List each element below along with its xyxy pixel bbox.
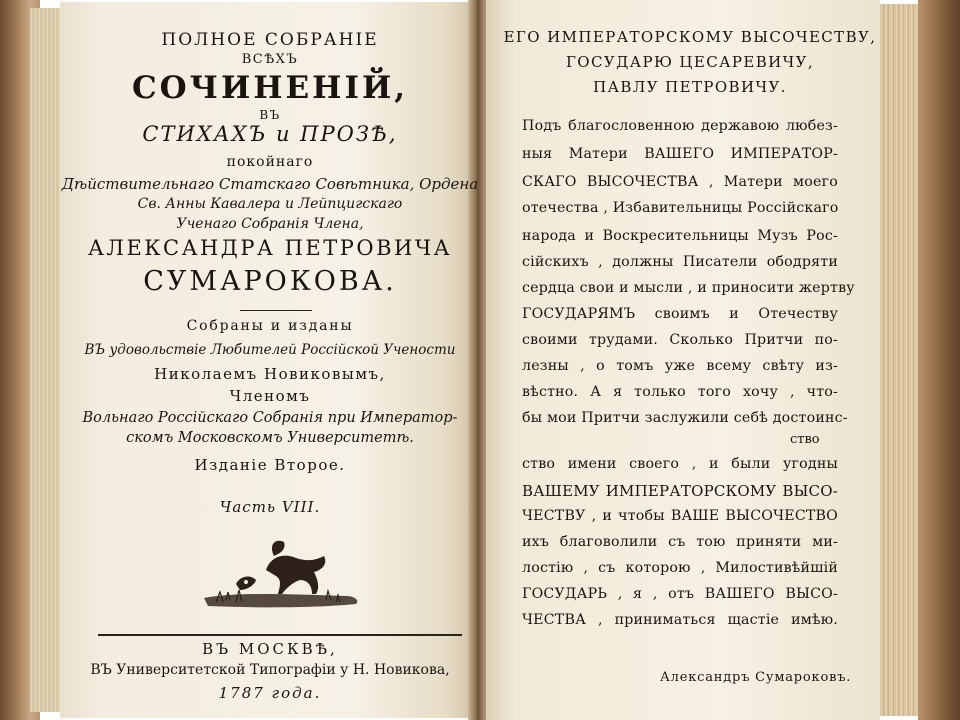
dedication-heading-2: ГОСУДАРЮ ЦЕСАРЕВИЧУ, xyxy=(565,53,815,71)
dedication-line-16: ихъ благоволили съ тою приняти ми- xyxy=(522,534,838,550)
title-line-in: ВЪ xyxy=(259,108,281,122)
dedication-line-5: народа и Воскресительницы Музъ Рос- xyxy=(522,228,838,244)
dedication-line-17: лостію , съ которою , Милостивѣйшій xyxy=(522,560,838,576)
dedication-line-4: отечества , Избавительницы Россійскаго xyxy=(522,200,839,216)
title-line-assembly: Вольнаго Россійскаго Собранія при Император- xyxy=(82,410,458,426)
title-line-verse-prose: СТИХАХЪ и ПРОЗѢ, xyxy=(142,122,398,146)
dedication-line-1: Подъ благословенною державою любез- xyxy=(522,118,838,134)
book-cover-right xyxy=(918,0,960,720)
title-line-part: Часть VIII. xyxy=(219,498,321,516)
horse-vignette-icon xyxy=(196,536,366,616)
dedication-line-10: лезны , о томъ уже всему свѣту из- xyxy=(522,358,838,374)
title-line-year: 1787 года. xyxy=(218,684,322,702)
title-line-late: покойнаго xyxy=(226,154,314,170)
dedication-heading-3: ПАВЛУ ПЕТРОВИЧУ. xyxy=(593,78,787,96)
dedication-line-18: ГОСУДАРЬ , я , отъ ВАШЕГО ВЫСО- xyxy=(522,586,838,602)
dedication-line-7: сердца свои и мысли , и приносити жертву xyxy=(522,280,855,296)
title-line-collected: Собраны и изданы xyxy=(186,318,354,334)
dedication-line-12: бы мои Притчи заслужили себѣ достоинс- xyxy=(522,410,848,426)
dedication-line-11: вѣстно. А я только того хочу , что- xyxy=(522,384,838,400)
title-line-all: ВСѢХЪ xyxy=(241,52,299,67)
dedication-line-13: ство имени своего , и были угодны xyxy=(522,456,838,472)
dedication-line-8: ГОСУДАРЯМЪ своимъ и Отечеству xyxy=(522,306,838,322)
dedication-signature: Александръ Сумароковъ. xyxy=(660,670,852,685)
dedication-line-2: ныя Матери ВАШЕГО ИМПЕРАТОР- xyxy=(522,146,838,162)
title-line-complete-collection: ПОЛНОЕ СОБРАНІЕ xyxy=(161,30,379,50)
dedication-line-9: своими трудами. Сколько Притчи по- xyxy=(522,332,838,348)
title-divider-short xyxy=(240,310,312,311)
title-line-works: СОЧИНЕНІЙ, xyxy=(131,70,409,106)
title-divider-long xyxy=(98,634,462,636)
page-edges-left xyxy=(30,8,60,712)
title-line-printer: ВЪ Университетской Типографіи у Н. Новикова, xyxy=(90,662,450,678)
dedication-line-19: ЧЕСТВА , приниматься щастіе имѣю. xyxy=(522,612,838,628)
dedication-line-14: ВАШЕМУ ИМПЕРАТОРСКОМУ ВЫСО- xyxy=(522,482,838,500)
dedication-catchword: ство xyxy=(790,432,820,447)
title-line-author-surname: СУМАРОКОВА. xyxy=(143,266,397,297)
dedication-line-6: сійскихъ , должны Писатели ободряти xyxy=(522,254,838,270)
title-line-author-first-name: АЛЕКСАНДРА ПЕТРОВИЧА xyxy=(88,236,452,260)
dedication-heading-1: ЕГО ИМПЕРАТОРСКОМУ ВЫСОЧЕСТВУ, xyxy=(503,28,877,46)
title-line-novikov: Николаемъ Новиковымъ, xyxy=(154,365,386,383)
title-line-moscow: ВЪ МОСКВѢ, xyxy=(202,640,338,658)
title-line-rank: Дѣйствительнаго Статскаго Совѣтника, Ордена xyxy=(61,175,479,193)
title-line-order: Св. Анны Кавалера и Лейпцигскаго xyxy=(137,196,403,212)
dedication-line-3: СКАГО ВЫСОЧЕСТВА , Матери моего xyxy=(522,174,838,190)
title-line-member: Ученаго Собранія Члена, xyxy=(176,216,364,232)
title-line-edition: Изданіе Второе. xyxy=(194,456,346,474)
title-line-member-2: Членомъ xyxy=(229,387,311,405)
title-line-for-lovers: ВЪ удовольствіе Любителей Россійской Учености xyxy=(84,342,456,358)
title-line-university: скомъ Московскомъ Университетѣ. xyxy=(126,430,414,446)
dedication-line-15: ЧЕСТВУ , и чтобы ВАШЕ ВЫСОЧЕСТВО xyxy=(522,508,838,524)
